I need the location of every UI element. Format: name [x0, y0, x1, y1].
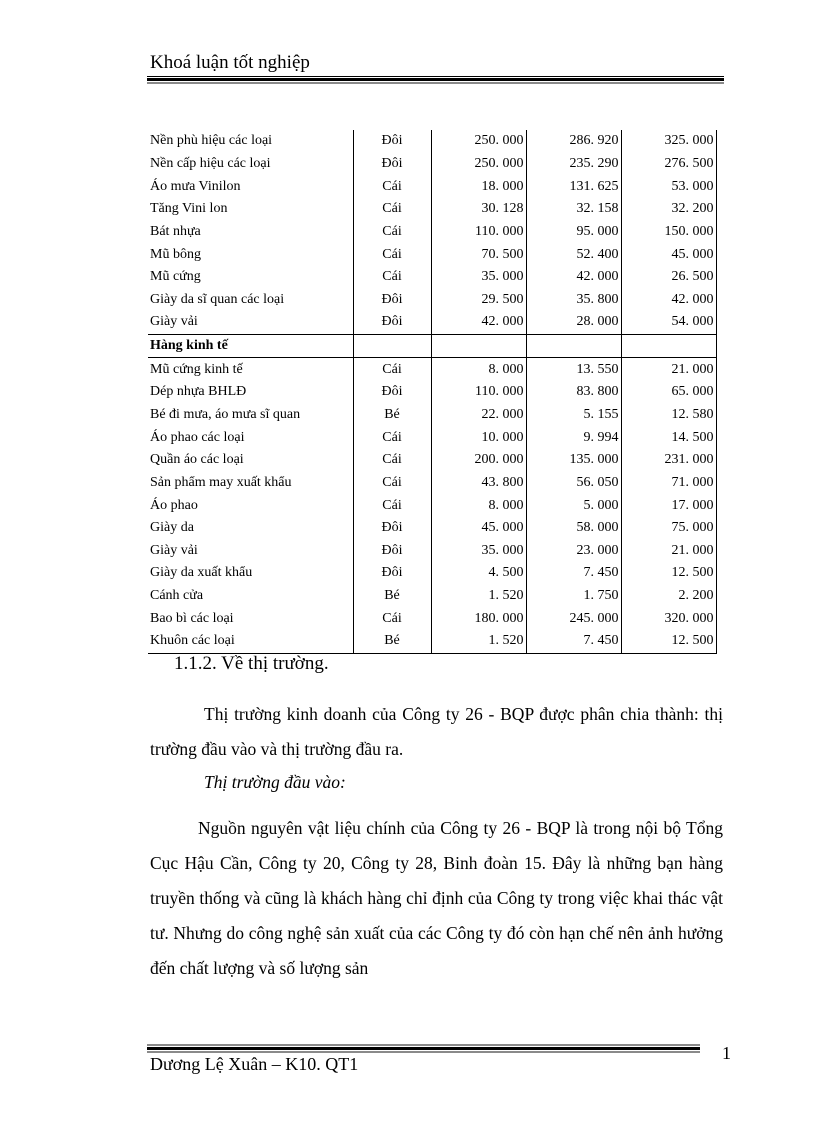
- unit-cell: Cái: [353, 426, 431, 449]
- product-name-cell: Áo mưa Vinilon: [148, 175, 353, 198]
- table-row: [148, 449, 716, 472]
- product-name-cell: Giày vải: [148, 540, 353, 563]
- value-cell-3: 12. 500: [621, 562, 716, 585]
- table-row: [148, 243, 716, 266]
- value-cell-3: 75. 000: [621, 517, 716, 540]
- value-cell-2: 35. 800: [526, 288, 621, 311]
- paragraph-market-intro: Thị trường kinh doanh của Công ty 26 - BQP được phân chia thành: thị trường đầu vào và thị trường đầu ra.: [150, 704, 723, 759]
- value-cell-1: [431, 334, 526, 358]
- product-name-cell: Sản phẩm may xuất khẩu: [148, 472, 353, 495]
- value-cell-3: 53. 000: [621, 175, 716, 198]
- value-cell-2: 1. 750: [526, 585, 621, 608]
- value-cell-2: [526, 334, 621, 358]
- value-cell-1: 1. 520: [431, 630, 526, 653]
- page-number: 1: [722, 1043, 731, 1063]
- product-table: [148, 130, 717, 654]
- unit-cell: Đôi: [353, 562, 431, 585]
- unit-cell: Cái: [353, 472, 431, 495]
- table-row: [148, 288, 716, 311]
- product-name-cell: Nền cấp hiệu các loại: [148, 153, 353, 176]
- value-cell-3: 12. 500: [621, 630, 716, 653]
- value-cell-3: 231. 000: [621, 449, 716, 472]
- value-cell-3: 45. 000: [621, 243, 716, 266]
- value-cell-2: 28. 000: [526, 311, 621, 334]
- footer-rule-thick: [147, 1047, 700, 1050]
- table-row: [148, 585, 716, 608]
- product-name-cell: Nền phù hiệu các loại: [148, 130, 353, 153]
- value-cell-2: 5. 155: [526, 404, 621, 427]
- unit-cell: Đôi: [353, 540, 431, 563]
- value-cell-2: 135. 000: [526, 449, 621, 472]
- unit-cell: Bé: [353, 404, 431, 427]
- value-cell-3: 17. 000: [621, 494, 716, 517]
- value-cell-3: 21. 000: [621, 358, 716, 381]
- unit-cell: Đôi: [353, 288, 431, 311]
- product-name-cell: Mũ cứng kinh tế: [148, 358, 353, 381]
- value-cell-2: 52. 400: [526, 243, 621, 266]
- value-cell-1: 10. 000: [431, 426, 526, 449]
- value-cell-1: 8. 000: [431, 358, 526, 381]
- value-cell-1: 35. 000: [431, 266, 526, 289]
- value-cell-1: 180. 000: [431, 607, 526, 630]
- table-row: [148, 562, 716, 585]
- value-cell-1: 110. 000: [431, 381, 526, 404]
- product-name-cell: Cánh cửa: [148, 585, 353, 608]
- value-cell-2: 7. 450: [526, 562, 621, 585]
- product-name-cell: Giày da sĩ quan các loại: [148, 288, 353, 311]
- footer-author: Dương Lệ Xuân – K10. QT1: [150, 1054, 359, 1074]
- product-name-cell: Áo phao: [148, 494, 353, 517]
- value-cell-3: 32. 200: [621, 198, 716, 221]
- table-row: [148, 221, 716, 244]
- unit-cell: Cái: [353, 607, 431, 630]
- value-cell-3: 26. 500: [621, 266, 716, 289]
- table-row: [148, 517, 716, 540]
- unit-cell: Cái: [353, 358, 431, 381]
- unit-cell: Đôi: [353, 153, 431, 176]
- unit-cell: Cái: [353, 175, 431, 198]
- value-cell-3: 276. 500: [621, 153, 716, 176]
- header-rule-top: [147, 76, 724, 77]
- unit-cell: Bé: [353, 585, 431, 608]
- value-cell-2: 23. 000: [526, 540, 621, 563]
- table-row: [148, 630, 716, 653]
- value-cell-1: 8. 000: [431, 494, 526, 517]
- product-name-cell: Bé đi mưa, áo mưa sĩ quan: [148, 404, 353, 427]
- table-row: [148, 540, 716, 563]
- unit-cell: Cái: [353, 266, 431, 289]
- value-cell-2: 42. 000: [526, 266, 621, 289]
- value-cell-2: 32. 158: [526, 198, 621, 221]
- unit-cell: Bé: [353, 630, 431, 653]
- value-cell-2: 58. 000: [526, 517, 621, 540]
- value-cell-3: 21. 000: [621, 540, 716, 563]
- value-cell-1: 45. 000: [431, 517, 526, 540]
- table-section-row: [148, 334, 716, 358]
- product-name-cell: Khuôn các loại: [148, 630, 353, 653]
- subheading-input-market: Thị trường đầu vào:: [204, 772, 346, 792]
- value-cell-3: 325. 000: [621, 130, 716, 153]
- unit-cell: Đôi: [353, 517, 431, 540]
- product-name-cell: Bát nhựa: [148, 221, 353, 244]
- value-cell-1: 42. 000: [431, 311, 526, 334]
- value-cell-1: 1. 520: [431, 585, 526, 608]
- value-cell-3: 65. 000: [621, 381, 716, 404]
- table-row: [148, 175, 716, 198]
- value-cell-2: 9. 994: [526, 426, 621, 449]
- value-cell-1: 18. 000: [431, 175, 526, 198]
- value-cell-1: 250. 000: [431, 130, 526, 153]
- header-rule-grey: [147, 82, 724, 84]
- value-cell-3: 2. 200: [621, 585, 716, 608]
- product-name-cell: Mũ cứng: [148, 266, 353, 289]
- unit-cell: Cái: [353, 243, 431, 266]
- table-row: [148, 381, 716, 404]
- value-cell-1: 200. 000: [431, 449, 526, 472]
- table-row: [148, 311, 716, 334]
- table-row: [148, 153, 716, 176]
- value-cell-3: 71. 000: [621, 472, 716, 495]
- unit-cell: Cái: [353, 221, 431, 244]
- unit-cell: Đôi: [353, 130, 431, 153]
- table-row: [148, 404, 716, 427]
- product-name-cell: Giày da: [148, 517, 353, 540]
- value-cell-1: 43. 800: [431, 472, 526, 495]
- section-heading: 1.1.2. Về thị trường.: [174, 653, 329, 674]
- table-row: [148, 472, 716, 495]
- value-cell-3: 320. 000: [621, 607, 716, 630]
- table-row: [148, 130, 716, 153]
- unit-cell: Đôi: [353, 381, 431, 404]
- value-cell-1: 30. 128: [431, 198, 526, 221]
- value-cell-3: 12. 580: [621, 404, 716, 427]
- product-name-cell: Tăng Vini lon: [148, 198, 353, 221]
- value-cell-1: 29. 500: [431, 288, 526, 311]
- footer-rule-grey-bottom: [147, 1051, 700, 1053]
- product-name-cell: Mũ bông: [148, 243, 353, 266]
- value-cell-2: 286. 920: [526, 130, 621, 153]
- value-cell-2: 83. 800: [526, 381, 621, 404]
- paragraph-input-market: Nguồn nguyên vật liệu chính của Công ty 26 - BQP là trong nội bộ Tổng Cục Hậu Cần, Công ty 20, Công ty 28, Binh đoàn 15. Đây là những bạn hàng truyền thống và cũng là khách hàng chỉ định của Công ty trong việc khai thác vật tư. Nhưng do công nghệ sản xuất của các Công ty đó còn hạn chế nên ảnh hưởng đến chất lượng và số lượng sản: [150, 818, 723, 978]
- table-row: [148, 607, 716, 630]
- value-cell-3: [621, 334, 716, 358]
- value-cell-2: 131. 625: [526, 175, 621, 198]
- page-header-title: Khoá luận tốt nghiệp: [150, 52, 310, 73]
- value-cell-3: 150. 000: [621, 221, 716, 244]
- unit-cell: [353, 334, 431, 358]
- product-name-cell: Giày vải: [148, 311, 353, 334]
- product-name-cell: Quần áo các loại: [148, 449, 353, 472]
- value-cell-1: 35. 000: [431, 540, 526, 563]
- value-cell-3: 42. 000: [621, 288, 716, 311]
- unit-cell: Đôi: [353, 311, 431, 334]
- product-name-cell: Giày da xuất khẩu: [148, 562, 353, 585]
- value-cell-1: 110. 000: [431, 221, 526, 244]
- table-row: [148, 198, 716, 221]
- product-name-cell: Dép nhựa BHLĐ: [148, 381, 353, 404]
- unit-cell: Cái: [353, 494, 431, 517]
- table-row: [148, 358, 716, 381]
- table-row: [148, 494, 716, 517]
- value-cell-3: 14. 500: [621, 426, 716, 449]
- value-cell-1: 70. 500: [431, 243, 526, 266]
- value-cell-1: 4. 500: [431, 562, 526, 585]
- value-cell-2: 95. 000: [526, 221, 621, 244]
- product-name-cell: Hàng kinh tế: [148, 334, 353, 358]
- footer-rule-grey-top: [147, 1044, 700, 1046]
- value-cell-2: 56. 050: [526, 472, 621, 495]
- value-cell-2: 5. 000: [526, 494, 621, 517]
- table-row: [148, 266, 716, 289]
- unit-cell: Cái: [353, 449, 431, 472]
- table-row: [148, 426, 716, 449]
- value-cell-2: 245. 000: [526, 607, 621, 630]
- product-name-cell: Bao bì các loại: [148, 607, 353, 630]
- header-rule-thick: [147, 78, 724, 81]
- product-name-cell: Áo phao các loại: [148, 426, 353, 449]
- value-cell-2: 13. 550: [526, 358, 621, 381]
- value-cell-2: 235. 290: [526, 153, 621, 176]
- value-cell-2: 7. 450: [526, 630, 621, 653]
- value-cell-1: 250. 000: [431, 153, 526, 176]
- value-cell-3: 54. 000: [621, 311, 716, 334]
- unit-cell: Cái: [353, 198, 431, 221]
- value-cell-1: 22. 000: [431, 404, 526, 427]
